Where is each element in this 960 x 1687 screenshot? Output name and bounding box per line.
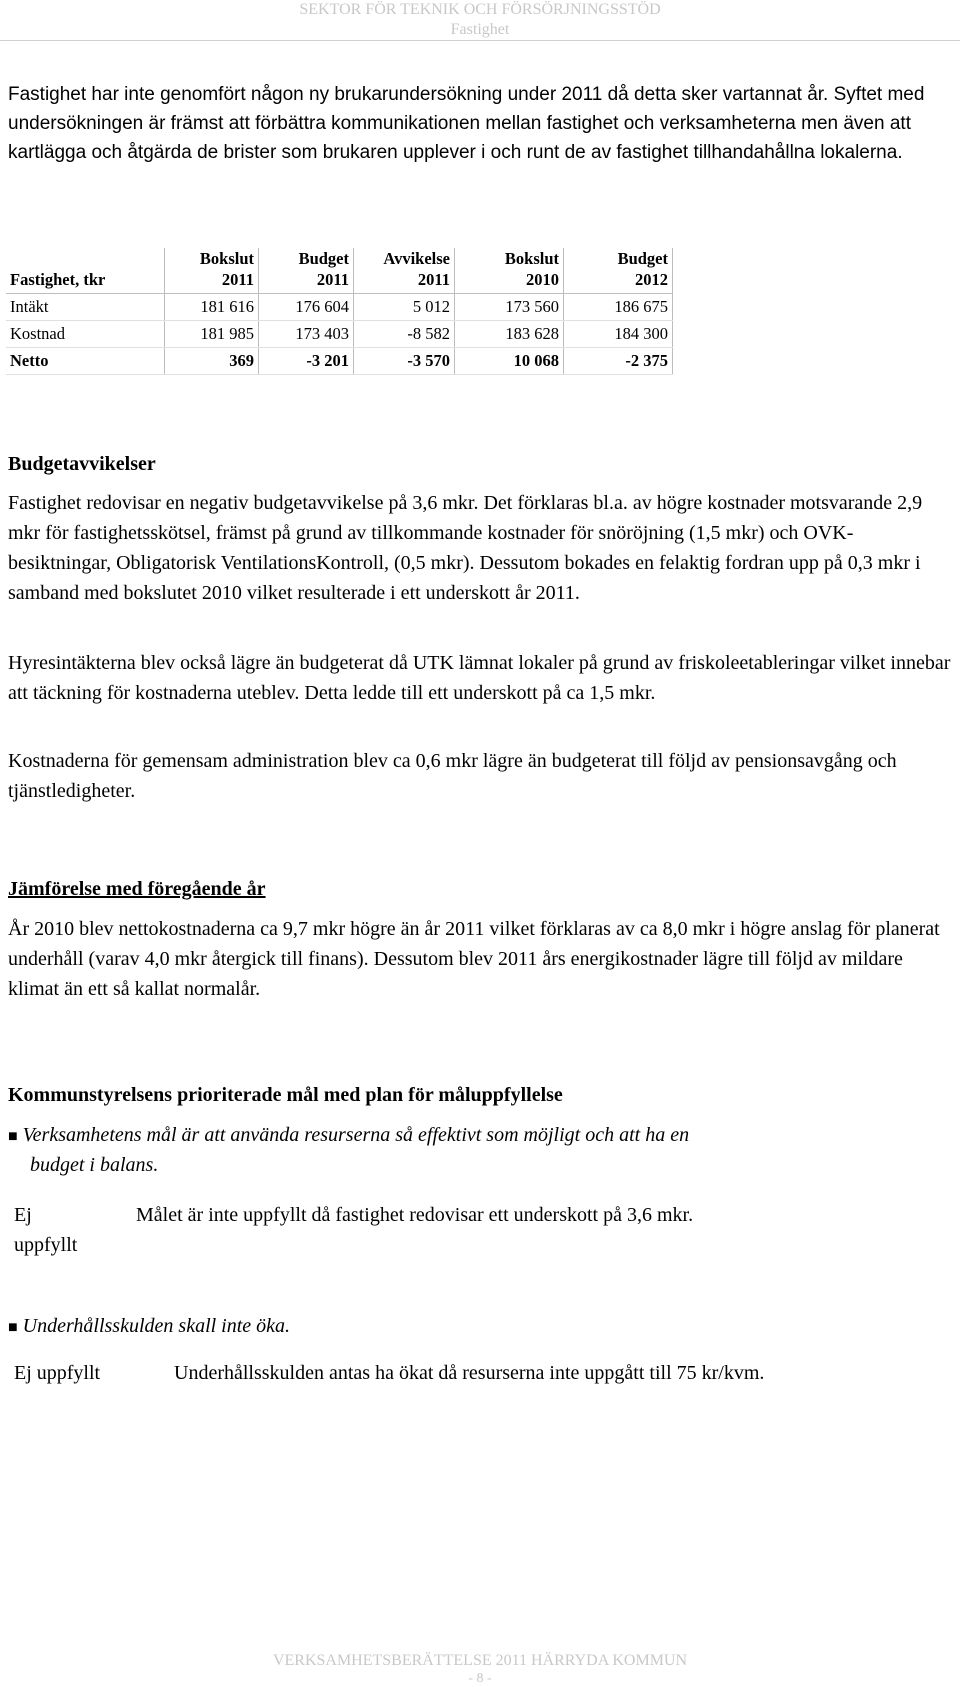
goals-heading: Kommunstyrelsens prioriterade mål med plan för måluppfyllelse bbox=[8, 1084, 563, 1106]
column-header: Bokslut 2011 bbox=[165, 248, 259, 294]
goal-status: Ej uppfyllt bbox=[14, 1362, 101, 1384]
goal-item bbox=[8, 1311, 290, 1343]
table-row bbox=[6, 294, 673, 321]
page-number: - 8 - bbox=[468, 1671, 492, 1686]
goal-text: Underhållsskulden skall inte öka. bbox=[22, 1315, 291, 1337]
goal-status: Ej uppfyllt bbox=[14, 1204, 78, 1256]
bullet-icon: ■ bbox=[8, 1128, 18, 1145]
row-label: Kostnad bbox=[6, 321, 165, 348]
table-cell: 5 012 bbox=[354, 294, 455, 321]
budget-paragraph-3: Kostnaderna för gemensam administration blev ca 0,6 mkr lägre än budgeterat till följd av pensionsavgång och tjänstledigheter. bbox=[8, 750, 897, 802]
table-cell: -2 375 bbox=[564, 348, 673, 375]
budget-heading: Budgetavvikelser bbox=[8, 453, 156, 475]
table-cell: -8 582 bbox=[354, 321, 455, 348]
column-header: Budget 2012 bbox=[564, 248, 673, 294]
goal-comment: Målet är inte uppfyllt då fastighet redovisar ett underskott på 3,6 mkr. bbox=[136, 1204, 694, 1226]
table-cell: 10 068 bbox=[455, 348, 564, 375]
table-cell: 183 628 bbox=[455, 321, 564, 348]
table-row-total bbox=[6, 348, 673, 375]
table-cell: 173 560 bbox=[455, 294, 564, 321]
header-section: SEKTOR FÖR TEKNIK OCH FÖRSÖRJNINGSSTÖD bbox=[299, 1, 661, 18]
financial-table bbox=[6, 248, 673, 375]
column-header: Avvikelse 2011 bbox=[354, 248, 455, 294]
goal-text-continued: budget i balans. bbox=[30, 1154, 159, 1176]
table-label-header: Fastighet, tkr bbox=[6, 248, 165, 294]
table-cell: 181 985 bbox=[165, 321, 259, 348]
table-cell: -3 570 bbox=[354, 348, 455, 375]
row-label: Intäkt bbox=[6, 294, 165, 321]
table-cell: -3 201 bbox=[259, 348, 354, 375]
table-header-row bbox=[6, 248, 673, 294]
column-header: Budget 2011 bbox=[259, 248, 354, 294]
intro-paragraph: Fastighet har inte genomfört någon ny brukarundersökning under 2011 då detta sker vartannat år. Syftet med undersökningen är främst att förbättra kommunikationen mellan fastighet och verksamheterna men även att kartlägga och åtgärda de brister som brukaren upplever i och runt de av fastighet tillhandahållna lokalerna. bbox=[8, 84, 925, 163]
table-cell: 173 403 bbox=[259, 321, 354, 348]
table-cell: 369 bbox=[165, 348, 259, 375]
footer-title: VERKSAMHETSBERÄTTELSE 2011 HÄRRYDA KOMMUN bbox=[272, 1652, 688, 1669]
budget-paragraph-1: Fastighet redovisar en negativ budgetavvikelse på 3,6 mkr. Det förklaras bl.a. av högre kostnader motsvarande 2,9 mkr för fastighetsskötsel, främst på grund av tillkommande kostnader för snöröjning (1,5 mkr) och OVK-besiktningar, Obligatorisk VentilationsKontroll, (0,5 mkr). Dessutom bokades en felaktig fordran upp på 0,3 mkr i samband med bokslutet 2010 vilket resulterade i ett underskott år 2011. bbox=[8, 492, 923, 604]
table-cell: 176 604 bbox=[259, 294, 354, 321]
goal-text: Verksamhetens mål är att använda resurserna så effektivt som möjligt och att ha en bbox=[22, 1124, 690, 1146]
comparison-paragraph: År 2010 blev nettokostnaderna ca 9,7 mkr högre än år 2011 vilket förklaras av ca 8,0 mkr i högre anslag för planerat underhåll (varav 4,0 mkr återgick till finans). Dessutom blev 2011 års energikostnader lägre till följd av mildare klimat än ett så kallat normalår. bbox=[8, 918, 940, 1000]
header-divider bbox=[0, 40, 960, 41]
goal-comment: Underhållsskulden antas ha ökat då resurserna inte uppgått till 75 kr/kvm. bbox=[174, 1362, 765, 1384]
row-label: Netto bbox=[6, 348, 165, 375]
table-cell: 184 300 bbox=[564, 321, 673, 348]
budget-paragraph-2: Hyresintäkterna blev också lägre än budgeterat då UTK lämnat lokaler på grund av friskoleetableringar vilket innebar att täckning för kostnaderna uteblev. Detta ledde till ett underskott på ca 1,5 mkr. bbox=[8, 652, 951, 704]
comparison-heading: Jämförelse med föregående år bbox=[8, 878, 266, 900]
table-row bbox=[6, 321, 673, 348]
table-cell: 186 675 bbox=[564, 294, 673, 321]
column-header: Bokslut 2010 bbox=[455, 248, 564, 294]
table-cell: 181 616 bbox=[165, 294, 259, 321]
goal-item bbox=[8, 1120, 689, 1152]
bullet-icon: ■ bbox=[8, 1319, 18, 1336]
header-unit: Fastighet bbox=[450, 21, 510, 38]
